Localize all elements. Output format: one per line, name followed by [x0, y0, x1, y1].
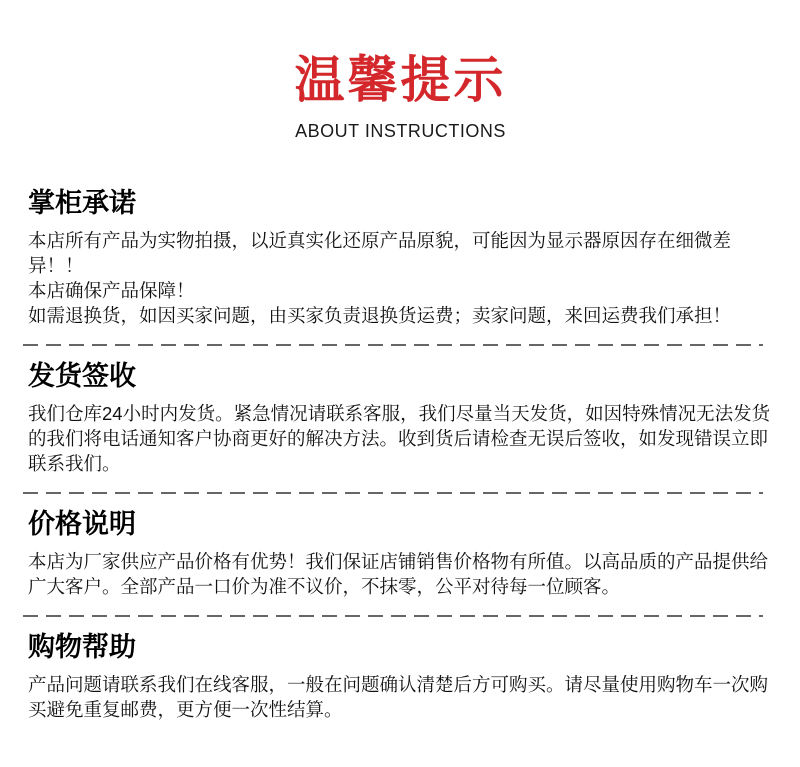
dashed-divider [23, 344, 763, 346]
page-title: 温馨提示 [294, 52, 507, 108]
section-heading: 购物帮助 [28, 632, 136, 662]
tip-section [28, 633, 773, 722]
tip-section [28, 189, 773, 328]
page-header [28, 54, 773, 140]
section-paragraph: 如需退换货，如因买家问题，由买家负责退换货运费；卖家问题，来回运费我们承担！ [28, 305, 732, 326]
section-paragraph: 产品问题请联系我们在线客服，一般在问题确认清楚后方可购买。请尽量使用购物车一次购买避免重复邮费，更方便一次性结算。 [28, 674, 769, 720]
section-paragraph: 本店为厂家供应产品价格有优势！我们保证店铺销售价格物有所值。以高品质的产品提供给广大客户。全部产品一口价为准不议价，不抹零，公平对待每一位顾客。 [28, 551, 769, 597]
section-paragraph: 本店确保产品保障！ [28, 280, 195, 301]
section-paragraph: 我们仓库24小时内发货。紧急情况请联系客服，我们尽量当天发货，如因特殊情况无法发货的我们将电话通知客户协商更好的解决方法。收到货后请检查无误后签收，如发现错误立即联系我们。 [28, 403, 771, 474]
section-heading: 掌柜承诺 [28, 188, 136, 218]
sections-container [28, 189, 773, 722]
page-subtitle: ABOUT INSTRUCTIONS [295, 121, 506, 141]
section-body [28, 401, 773, 476]
tip-section [28, 362, 773, 476]
dashed-divider [23, 492, 763, 494]
tip-section [28, 510, 773, 599]
section-heading: 发货签收 [28, 361, 136, 391]
section-heading: 价格说明 [28, 509, 136, 539]
dashed-divider [23, 615, 763, 617]
section-body [28, 672, 773, 722]
section-body [28, 228, 773, 328]
section-body [28, 549, 773, 599]
section-paragraph: 本店所有产品为实物拍摄，以近真实化还原产品原貌，可能因为显示器原因存在细微差异！！ [28, 230, 732, 276]
